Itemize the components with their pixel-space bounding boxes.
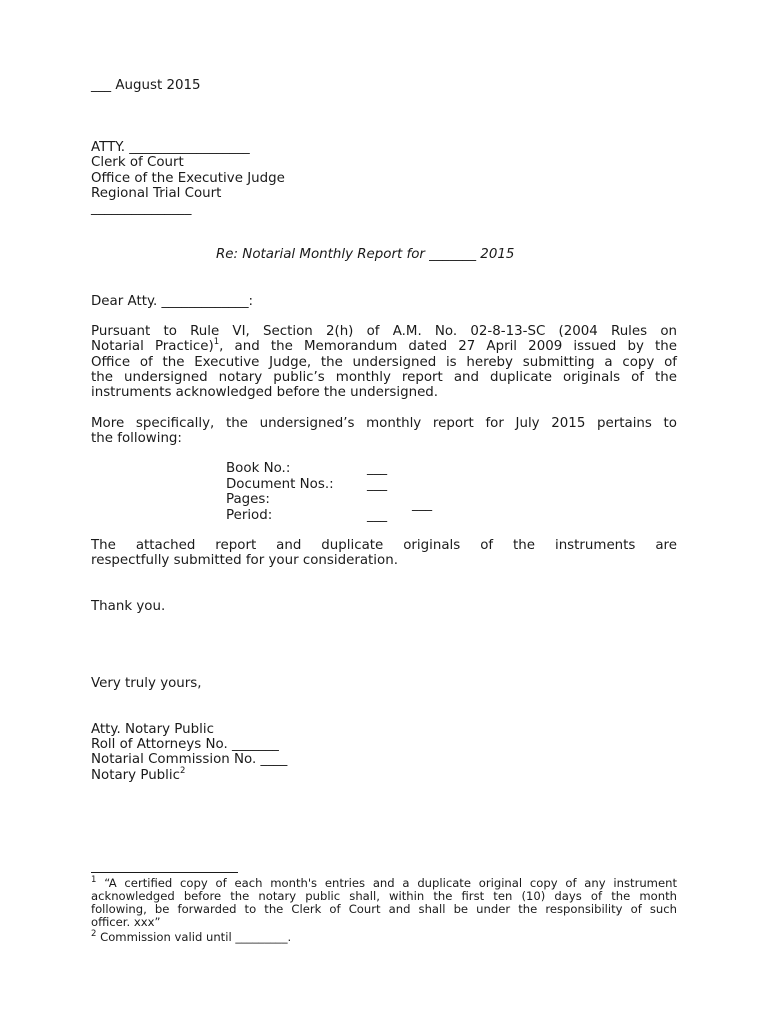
para1-line3: Office of the Executive Judge, the undersigned is hereby submitting a copy of [91,355,677,370]
para1-line5: instruments acknowledged before the undersigned. [91,385,439,400]
addressee-clerk: Clerk of Court [91,155,184,170]
footnote-2-text: Commission valid until _________. [96,930,292,944]
signature-notary-text: Notary Public [91,768,180,783]
detail-document-label: Document Nos.: [226,477,334,492]
signature-commission: Notarial Commission No. ____ [91,752,288,767]
signature-name: Atty. Notary Public [91,722,214,737]
footnote-1-line2: acknowledged before the notary public shall, within the first ten (10) days of the month [91,889,677,903]
detail-pages-label: Pages: [226,492,270,507]
para1-line2b: , and the Memorandum dated 27 April 2009 issued by the [219,339,677,354]
detail-period-value: ___ [367,508,388,523]
para2-line2: the following: [91,431,182,446]
para3-line1: The attached report and duplicate originals of the instruments are [91,538,677,553]
footnote-1-line3: following, be forwarded to the Clerk of Court and shall be under the responsibility of such [91,902,677,916]
salutation: Dear Atty. _____________: [91,294,254,309]
para1-line1: Pursuant to Rule VI, Section 2(h) of A.M. No. 02-8-13-SC (2004 Rules on [91,324,677,339]
addressee-office: Office of the Executive Judge [91,171,285,186]
footnote-ref-1: 1 [213,337,220,347]
thanks-line: Thank you. [91,599,166,614]
signature-roll: Roll of Attorneys No. _______ [91,737,279,752]
footnote-1-text: “A certified copy of each month's entries and a duplicate original copy of any instrument [96,876,677,890]
detail-document-value: ___ [367,477,388,492]
footnote-2-number: 2 [91,929,97,939]
para1-line2a: Notarial Practice) [91,339,214,354]
footnote-2 [91,931,291,944]
para1-line2 [91,339,677,354]
footnote-rule [91,872,238,873]
detail-period-label: Period: [226,508,273,523]
detail-book-label: Book No.: [226,461,291,476]
detail-pages-value: ___ [412,497,433,512]
addressee-blank: _______________ [91,201,192,216]
para3-line2: respectfully submitted for your consideration. [91,553,398,568]
addressee-court: Regional Trial Court [91,186,222,201]
date-line: ___ August 2015 [91,78,201,93]
para1-line4: the undersigned notary public’s monthly report and duplicate originals of the [91,370,677,385]
addressee-atty: ATTY. __________________ [91,140,250,155]
footnote-1-line4: officer. xxx” [91,915,161,929]
footnote-ref-2: 2 [179,766,186,776]
footnote-1-number: 1 [91,875,97,885]
para2-line1: More specifically, the undersigned’s monthly report for July 2015 pertains to [91,416,677,431]
closing-line: Very truly yours, [91,676,202,691]
detail-book-value: ___ [367,461,388,476]
signature-notary [91,768,185,783]
re-line: Re: Notarial Monthly Report for _______ 2015 [216,247,515,262]
